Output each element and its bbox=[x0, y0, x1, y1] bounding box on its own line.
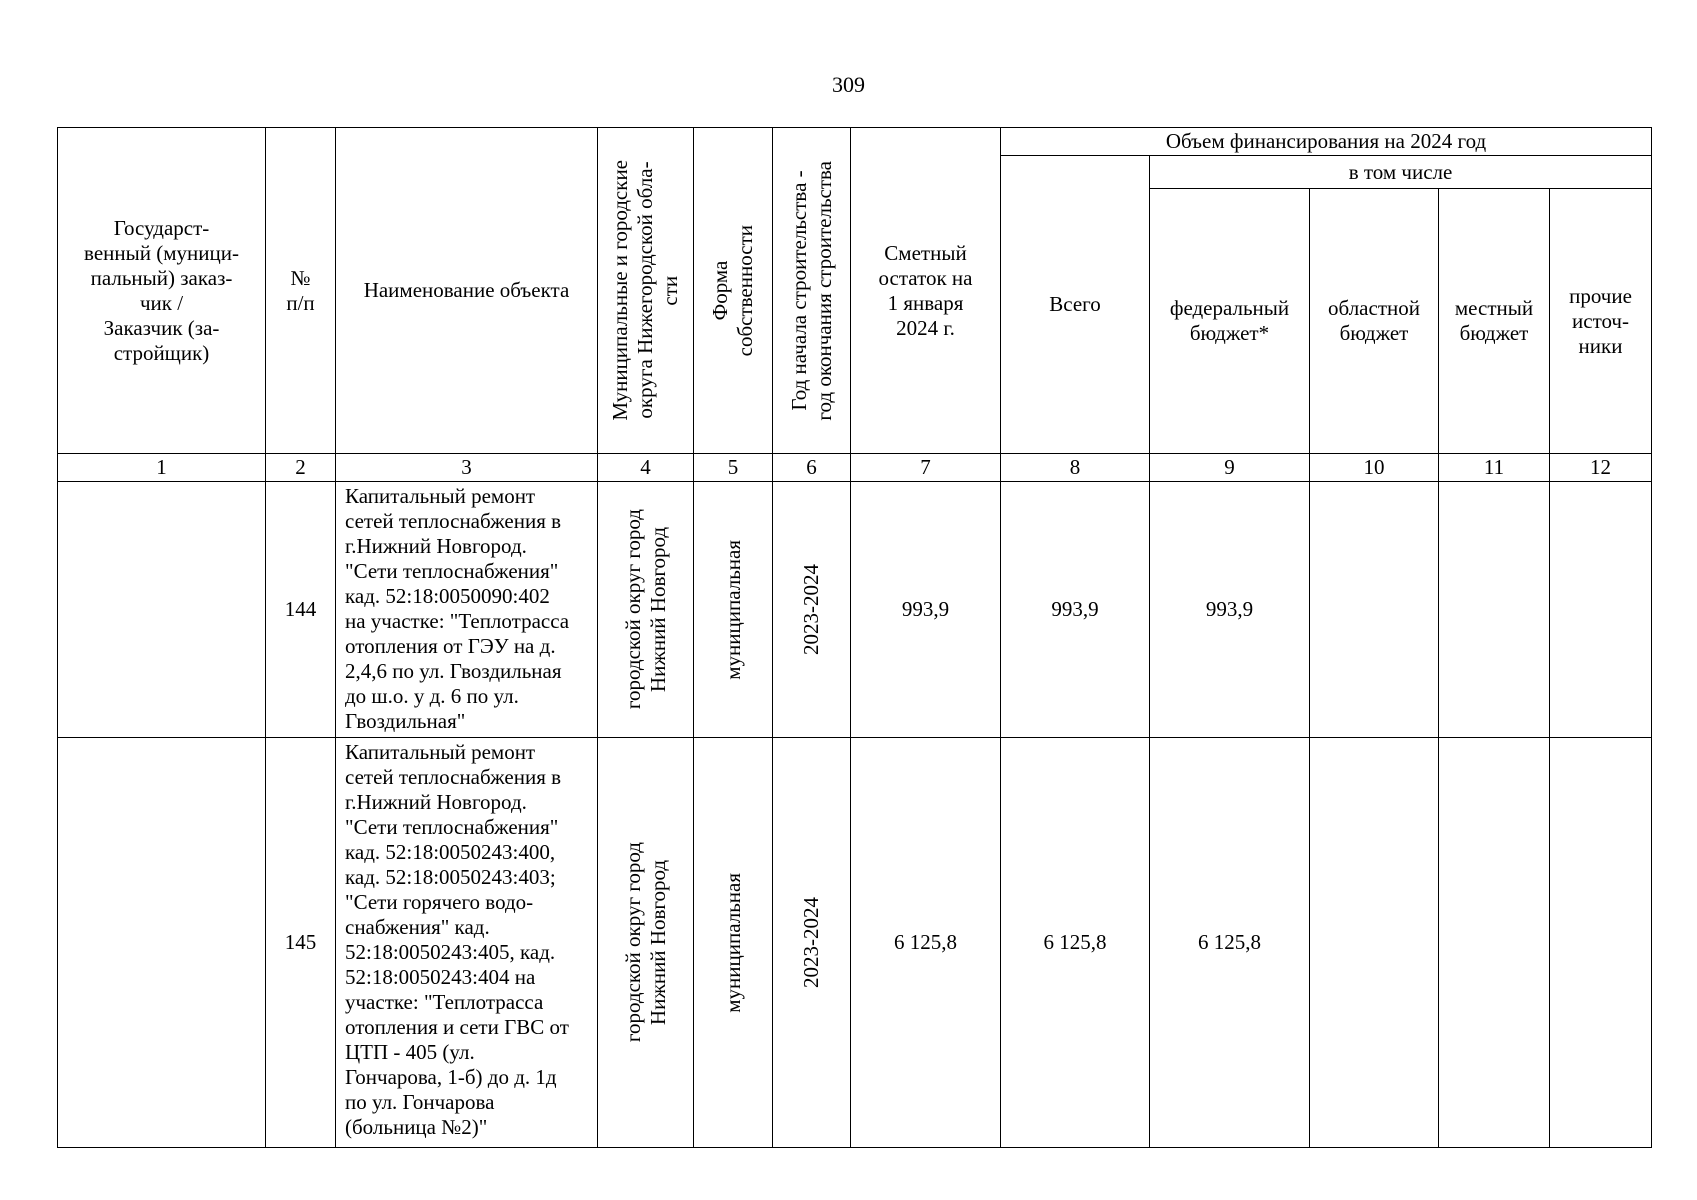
column-number: 9 bbox=[1150, 454, 1310, 482]
cell-ownership bbox=[694, 482, 773, 738]
cell-federal: 6 125,8 bbox=[1150, 738, 1310, 1148]
column-number: 7 bbox=[851, 454, 1001, 482]
cell-number: 145 bbox=[266, 738, 336, 1148]
header-years bbox=[773, 128, 851, 454]
cell-customer bbox=[58, 738, 266, 1148]
header-ownership bbox=[694, 128, 773, 454]
header-ownership-text: Форма собственности bbox=[708, 224, 757, 357]
cell-federal: 993,9 bbox=[1150, 482, 1310, 738]
cell-total: 993,9 bbox=[1001, 482, 1150, 738]
cell-years bbox=[773, 738, 851, 1148]
cell-years bbox=[773, 482, 851, 738]
header-local: местный бюджет bbox=[1439, 189, 1550, 454]
header-federal: федеральный бюджет* bbox=[1150, 189, 1310, 454]
page-number: 309 bbox=[832, 72, 865, 97]
column-number: 10 bbox=[1310, 454, 1439, 482]
cell-estimate: 993,9 bbox=[851, 482, 1001, 738]
column-number: 1 bbox=[58, 454, 266, 482]
cell-municipality-text: городской округ город Нижний Новгород bbox=[620, 509, 670, 710]
cell-other bbox=[1550, 482, 1652, 738]
column-number-row bbox=[58, 454, 1652, 482]
header-other: прочие источ- ники bbox=[1550, 189, 1652, 454]
column-number: 5 bbox=[694, 454, 773, 482]
funding-table bbox=[57, 127, 1652, 1148]
cell-municipality-text: городской округ город Нижний Новгород bbox=[620, 842, 670, 1043]
cell-years-text: 2023-2024 bbox=[799, 564, 823, 655]
cell-customer bbox=[58, 482, 266, 738]
column-number: 6 bbox=[773, 454, 851, 482]
header-years-text: Год начала строительства - год окончания строительства bbox=[786, 160, 836, 421]
cell-number: 144 bbox=[266, 482, 336, 738]
cell-object-name: Капитальный ремонт сетей теплоснабжения в г.Нижний Новгород. "Сети теплоснабжения" кад. 52:18:0050090:402 на участке: "Теплотрасса отопления от ГЭУ на д. 2,4,6 по ул. Гвоздильная до ш.о. у д. 6 по ул. Гвоздильная" bbox=[336, 482, 598, 738]
cell-years-text: 2023-2024 bbox=[799, 897, 823, 988]
header-customer: Государст- венный (муници- пальный) заказ- чик / Заказчик (за- стройщик) bbox=[58, 128, 266, 454]
header-municipality bbox=[598, 128, 694, 454]
cell-regional bbox=[1310, 738, 1439, 1148]
cell-ownership-text: муниципальная bbox=[720, 872, 745, 1013]
cell-estimate: 6 125,8 bbox=[851, 738, 1001, 1148]
column-number: 2 bbox=[266, 454, 336, 482]
cell-municipality bbox=[598, 482, 694, 738]
table-row bbox=[58, 738, 1652, 1148]
cell-object-name: Капитальный ремонт сетей теплоснабжения в г.Нижний Новгород. "Сети теплоснабжения" кад. 52:18:0050243:400, кад. 52:18:0050243:403; "Сети горячего водо- снабжения" кад. 52:18:0050243:405, кад. 52:18:0050243:404 на участке: "Теплотрасса отопления и сети ГВС от ЦТП - 405 (ул. Гончарова, 1-б) до д. 1д по ул. Гончарова (больница №2)" bbox=[336, 738, 598, 1148]
header-funding-group: Объем финансирования на 2024 год bbox=[1001, 128, 1652, 156]
header-including: в том числе bbox=[1150, 156, 1652, 189]
cell-ownership bbox=[694, 738, 773, 1148]
cell-total: 6 125,8 bbox=[1001, 738, 1150, 1148]
column-number: 8 bbox=[1001, 454, 1150, 482]
cell-local bbox=[1439, 738, 1550, 1148]
column-number: 4 bbox=[598, 454, 694, 482]
header-estimate: Сметный остаток на 1 января 2024 г. bbox=[851, 128, 1001, 454]
cell-regional bbox=[1310, 482, 1439, 738]
header-municipality-text: Муниципальные и городские округа Нижегородской обла- сти bbox=[608, 160, 682, 421]
column-number: 3 bbox=[336, 454, 598, 482]
cell-other bbox=[1550, 738, 1652, 1148]
column-number: 12 bbox=[1550, 454, 1652, 482]
table-row bbox=[58, 482, 1652, 738]
cell-local bbox=[1439, 482, 1550, 738]
column-number: 11 bbox=[1439, 454, 1550, 482]
header-regional: областной бюджет bbox=[1310, 189, 1439, 454]
cell-ownership-text: муниципальная bbox=[720, 539, 745, 680]
header-number: № п/п bbox=[266, 128, 336, 454]
header-object-name: Наименование объекта bbox=[336, 128, 598, 454]
header-total: Всего bbox=[1001, 156, 1150, 454]
cell-municipality bbox=[598, 738, 694, 1148]
